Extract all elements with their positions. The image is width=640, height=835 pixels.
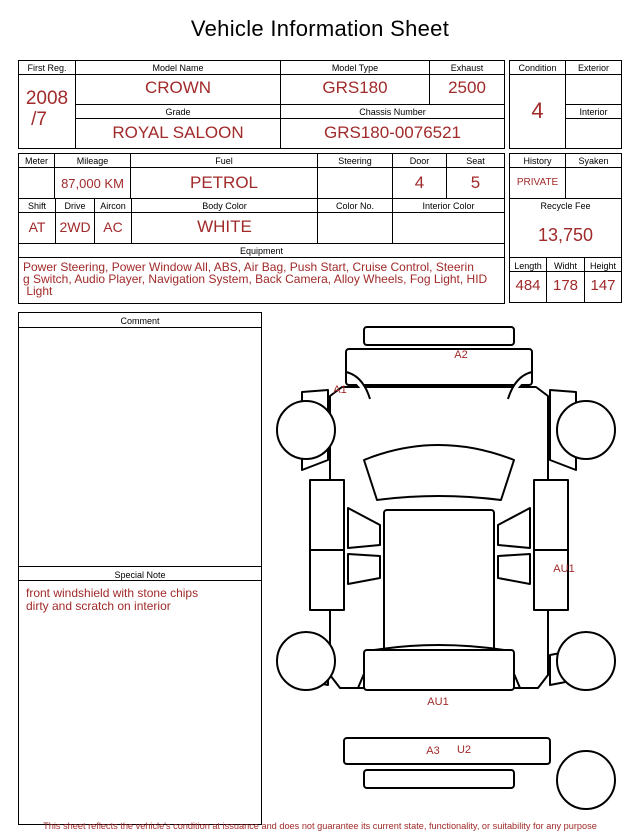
drive-label: Drive: [64, 201, 86, 211]
grade-label: Grade: [165, 107, 191, 117]
door-value: 4: [414, 173, 425, 192]
interior-label: Interior: [579, 107, 608, 117]
exterior-label: Exterior: [577, 63, 609, 73]
drive-value: 2WD: [59, 219, 91, 235]
exhaust-value: 2500: [448, 78, 486, 97]
damage-mark-rear-left: A3: [426, 745, 440, 757]
special-note-value: [26, 587, 258, 613]
length-value: 484: [515, 277, 541, 294]
seat-label: Seat: [466, 156, 485, 166]
special-note-line-2: dirty and scratch on interior: [26, 599, 171, 613]
steering-label: Steering: [338, 156, 372, 166]
equipment-value: [23, 261, 505, 297]
color-no-label: Color No.: [335, 201, 374, 211]
shift-label: Shift: [27, 201, 46, 211]
equipment-label: Equipment: [239, 246, 284, 256]
length-label: Length: [514, 261, 542, 271]
shift-value: AT: [28, 219, 46, 235]
model-type-label: Model Type: [331, 63, 379, 73]
door-label: Door: [409, 156, 430, 166]
meter-label: Meter: [24, 156, 48, 166]
recycle-fee-label: Recycle Fee: [540, 201, 591, 211]
syaken-label: Syaken: [578, 156, 609, 166]
fuel-label: Fuel: [215, 156, 233, 166]
damage-mark-roof: A2: [454, 349, 468, 361]
special-note-line-1: front windshield with stone chips: [26, 586, 199, 600]
body-color-label: Body Color: [202, 201, 247, 211]
page-title: Vehicle Information Sheet: [190, 16, 450, 41]
history-value: PRIVATE: [516, 177, 559, 188]
damage-mark-rear-right: U2: [456, 744, 472, 756]
seat-value: 5: [470, 173, 481, 192]
footer-disclaimer: This sheet reflects the vehicle's condition at issuance and does not guarantee its current state, functionality, or suitability for any purpose: [43, 821, 597, 831]
mileage-label: Mileage: [76, 156, 109, 166]
damage-mark-right-side: AU1: [553, 563, 575, 575]
special-note-label: Special Note: [114, 570, 166, 580]
height-value: 147: [590, 277, 616, 294]
mileage-value: 87,000 KM: [61, 176, 124, 191]
equipment-line-3: Light: [23, 284, 53, 298]
first-reg-year: 2008: [25, 88, 69, 109]
height-label: Height: [589, 261, 616, 271]
exhaust-label: Exhaust: [450, 63, 484, 73]
width-value: 178: [552, 277, 579, 294]
fuel-value: PETROL: [189, 173, 259, 192]
interior-color-label: Interior Color: [422, 201, 475, 211]
chassis-number-label: Chassis Number: [359, 107, 426, 117]
aircon-value: AC: [103, 219, 123, 235]
model-name-label: Model Name: [152, 63, 204, 73]
car-damage-diagram: [268, 320, 624, 820]
condition-value: 4: [531, 98, 544, 123]
grade-value: ROYAL SALOON: [112, 123, 244, 142]
recycle-fee-value: 13,750: [537, 225, 594, 245]
equipment-line-1: Power Steering, Power Window All, ABS, Air Bag, Push Start, Cruise Control, Steerin: [23, 260, 474, 274]
condition-label: Condition: [518, 63, 557, 73]
width-label: Widht: [553, 261, 577, 271]
damage-mark-trunk: AU1: [427, 696, 449, 708]
first-reg-label: First Reg.: [27, 63, 67, 73]
first-reg-month: /7: [31, 109, 47, 130]
history-label: History: [523, 156, 552, 166]
model-type-value: GRS180: [322, 78, 388, 97]
damage-mark-front-left: A1: [333, 384, 347, 396]
chassis-number-value: GRS180-0076521: [323, 123, 462, 142]
comment-label: Comment: [120, 316, 160, 326]
model-name-value: CROWN: [144, 78, 212, 97]
equipment-line-2: g Switch, Audio Player, Navigation System, Back Camera, Alloy Wheels, Fog Light, HID: [23, 272, 488, 286]
comment-box-lines: [0, 305, 270, 825]
aircon-label: Aircon: [100, 201, 126, 211]
body-color-value: WHITE: [197, 217, 252, 236]
